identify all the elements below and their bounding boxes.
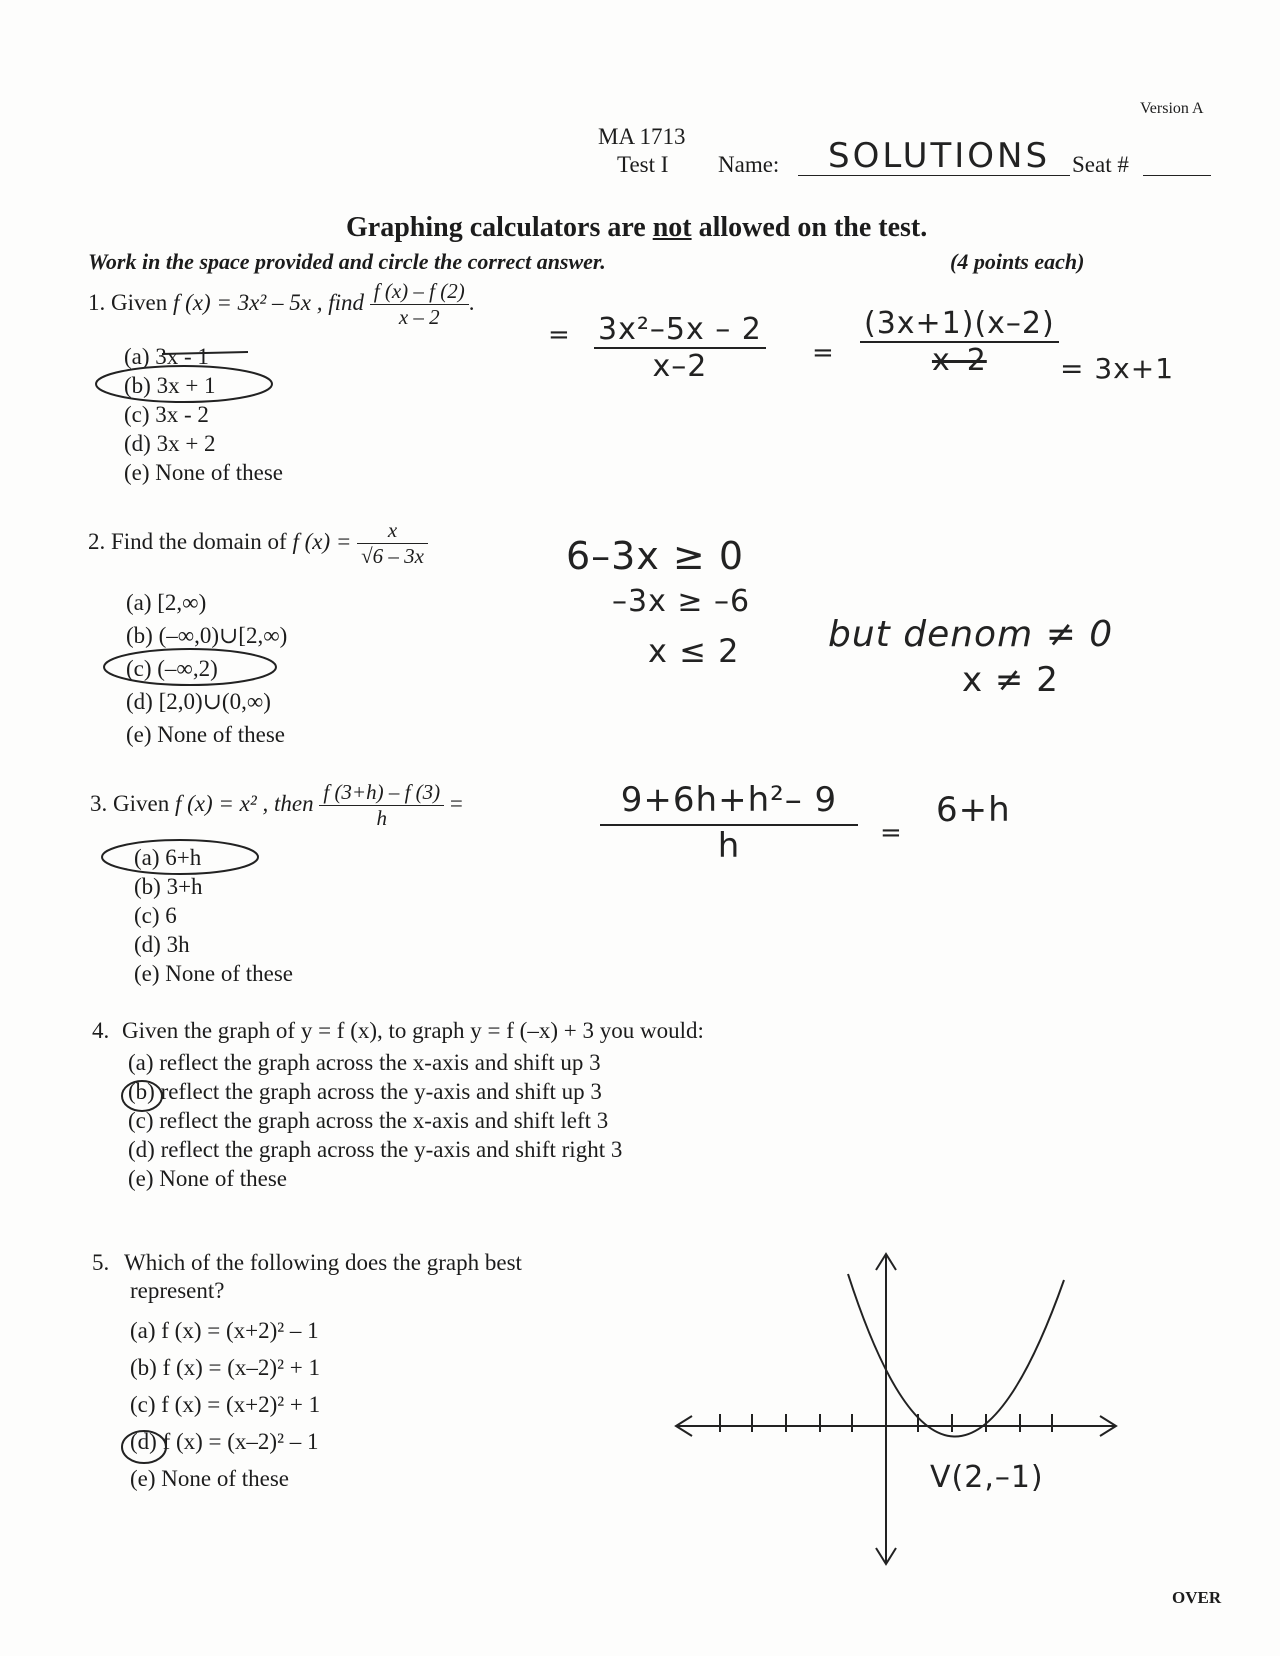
- q3-choice-e[interactable]: (e) None of these: [134, 961, 294, 986]
- calc-notice-pre: Graphing calculators are: [346, 212, 653, 243]
- q1-frac-den: x – 2: [370, 304, 469, 330]
- q2-function: f (x) =: [292, 528, 352, 554]
- q1-choice-e[interactable]: (e) None of these: [124, 460, 284, 485]
- q1-strike-a: [162, 352, 248, 354]
- q4-answer-circle: [122, 1081, 162, 1111]
- q4-choice-e[interactable]: (e) None of these: [128, 1166, 288, 1191]
- q1-frac-num: f (x) – f (2): [373, 279, 465, 303]
- q1-choice-c[interactable]: (c) 3x - 2: [124, 402, 209, 427]
- q1-work-num2: (3x+1)(x–2): [864, 306, 1055, 341]
- q3-number: 3.: [90, 790, 108, 816]
- q2-choice-d[interactable]: (d) [2,0)∪(0,∞): [126, 689, 271, 714]
- version-label: Version A: [1140, 100, 1204, 117]
- q5-number: 5.: [92, 1250, 110, 1275]
- q3-text: Given: [113, 790, 170, 816]
- q3-frac-num: f (3+h) – f (3): [323, 780, 441, 804]
- q3-work-eq: =: [880, 818, 903, 848]
- q5-choice-c[interactable]: (c) f (x) = (x+2)² + 1: [130, 1392, 321, 1417]
- name-label: Name:: [718, 152, 780, 177]
- q5-graph: [676, 1254, 1116, 1564]
- q3-answer-circle: [102, 840, 258, 874]
- q1-prompt: 1. Given f (x) = 3x² – 5x , find $\frac{f (x) - f (2)}{x - 2}$ .: [88, 279, 475, 329]
- q2-choice-c[interactable]: (c) (–∞,2): [126, 656, 218, 681]
- q2-work-line1: 6–3x ≥ 0: [566, 534, 745, 578]
- q5-prompt-line1: Which of the following does the graph best: [124, 1250, 522, 1275]
- q4-choice-d[interactable]: (d) reflect the graph across the y-axis and shift right 3: [128, 1137, 623, 1162]
- q3-work-num: 9+6h+h²– 9: [620, 780, 838, 820]
- over-label: OVER: [1172, 1588, 1222, 1607]
- q5-choice-a[interactable]: (a) f (x) = (x+2)² – 1: [130, 1318, 319, 1343]
- q5-choice-d[interactable]: (d) f (x) = (x–2)² – 1: [130, 1429, 319, 1454]
- q2-choice-a[interactable]: (a) [2,∞): [126, 590, 207, 615]
- q4-prompt: Given the graph of y = f (x), to graph y = f (–x) + 3 you would:: [122, 1018, 704, 1043]
- q1-choice-b[interactable]: (b) 3x + 1: [124, 373, 216, 398]
- q1-choice-d[interactable]: (d) 3x + 2: [124, 431, 216, 456]
- q5-vertex-label: V(2,–1): [930, 1460, 1044, 1495]
- q3-work-den: h: [600, 824, 858, 866]
- q3-function: f (x) = x² , then: [174, 790, 314, 816]
- q2-frac-num: x: [387, 518, 398, 542]
- q1-work-eq1: =: [548, 320, 571, 350]
- q1-work-num1: 3x²–5x – 2: [598, 312, 762, 347]
- q4-choice-c[interactable]: (c) reflect the graph across the x-axis and shift left 3: [128, 1108, 609, 1133]
- q1-work-den2: x–2: [860, 341, 1059, 378]
- test-label: Test I: [617, 152, 669, 177]
- points-note: (4 points each): [950, 249, 1085, 274]
- q5-prompt-line2: represent?: [130, 1278, 225, 1303]
- q5-answer-circle: [122, 1431, 166, 1463]
- name-value: SOLUTIONS: [828, 136, 1051, 176]
- q3-choice-a[interactable]: (a) 6+h: [134, 845, 202, 870]
- q2-frac-den: √6 – 3x: [357, 543, 428, 569]
- q1-function: f (x) = 3x² – 5x , find: [172, 289, 364, 315]
- course-code: MA 1713: [598, 124, 686, 149]
- q2-text: Find the domain of: [111, 528, 287, 554]
- q3-work-result: 6+h: [936, 790, 1011, 830]
- q2-work-line3: x ≤ 2: [648, 632, 740, 670]
- q3-choice-d[interactable]: (d) 3h: [134, 932, 190, 957]
- q1-number: 1.: [88, 289, 106, 315]
- q4-number: 4.: [92, 1018, 110, 1043]
- q2-work-line2: –3x ≥ –6: [612, 584, 751, 619]
- q3-equals: =: [449, 790, 463, 816]
- q3-choice-b[interactable]: (b) 3+h: [134, 874, 203, 899]
- q4-choice-b[interactable]: (b) reflect the graph across the y-axis and shift up 3: [128, 1079, 602, 1104]
- q1-work-result: = 3x+1: [1060, 352, 1175, 385]
- q2-choice-e[interactable]: (e) None of these: [126, 722, 286, 747]
- graph-parabola: [848, 1274, 1064, 1437]
- q2-work-note: but denom ≠ 0: [828, 614, 1114, 655]
- q3-frac-den: h: [319, 805, 444, 831]
- q1-choice-a[interactable]: (a) 3x - 1: [124, 344, 209, 369]
- q5-choice-e[interactable]: (e) None of these: [130, 1466, 290, 1491]
- q4-choice-a[interactable]: (a) reflect the graph across the x-axis and shift up 3: [128, 1050, 601, 1075]
- q2-number: 2.: [88, 528, 106, 554]
- calc-notice-not: not: [652, 212, 692, 243]
- q3-choice-c[interactable]: (c) 6: [134, 903, 177, 928]
- work-instruction: Work in the space provided and circle the correct answer.: [88, 249, 606, 274]
- q1-work-eq2: =: [812, 338, 835, 368]
- q1-answer-circle: [96, 366, 272, 402]
- q1-work-den1: x–2: [594, 347, 766, 384]
- calc-notice-post: allowed on the test.: [691, 212, 928, 243]
- q2-choice-b[interactable]: (b) (–∞,0)∪[2,∞): [126, 623, 288, 648]
- q5-choice-b[interactable]: (b) f (x) = (x–2)² + 1: [130, 1355, 320, 1380]
- q1-text: Given: [111, 289, 168, 315]
- q2-answer-circle: [104, 649, 276, 685]
- seat-label: Seat #: [1072, 152, 1129, 177]
- q2-work-line4: x ≠ 2: [962, 660, 1059, 700]
